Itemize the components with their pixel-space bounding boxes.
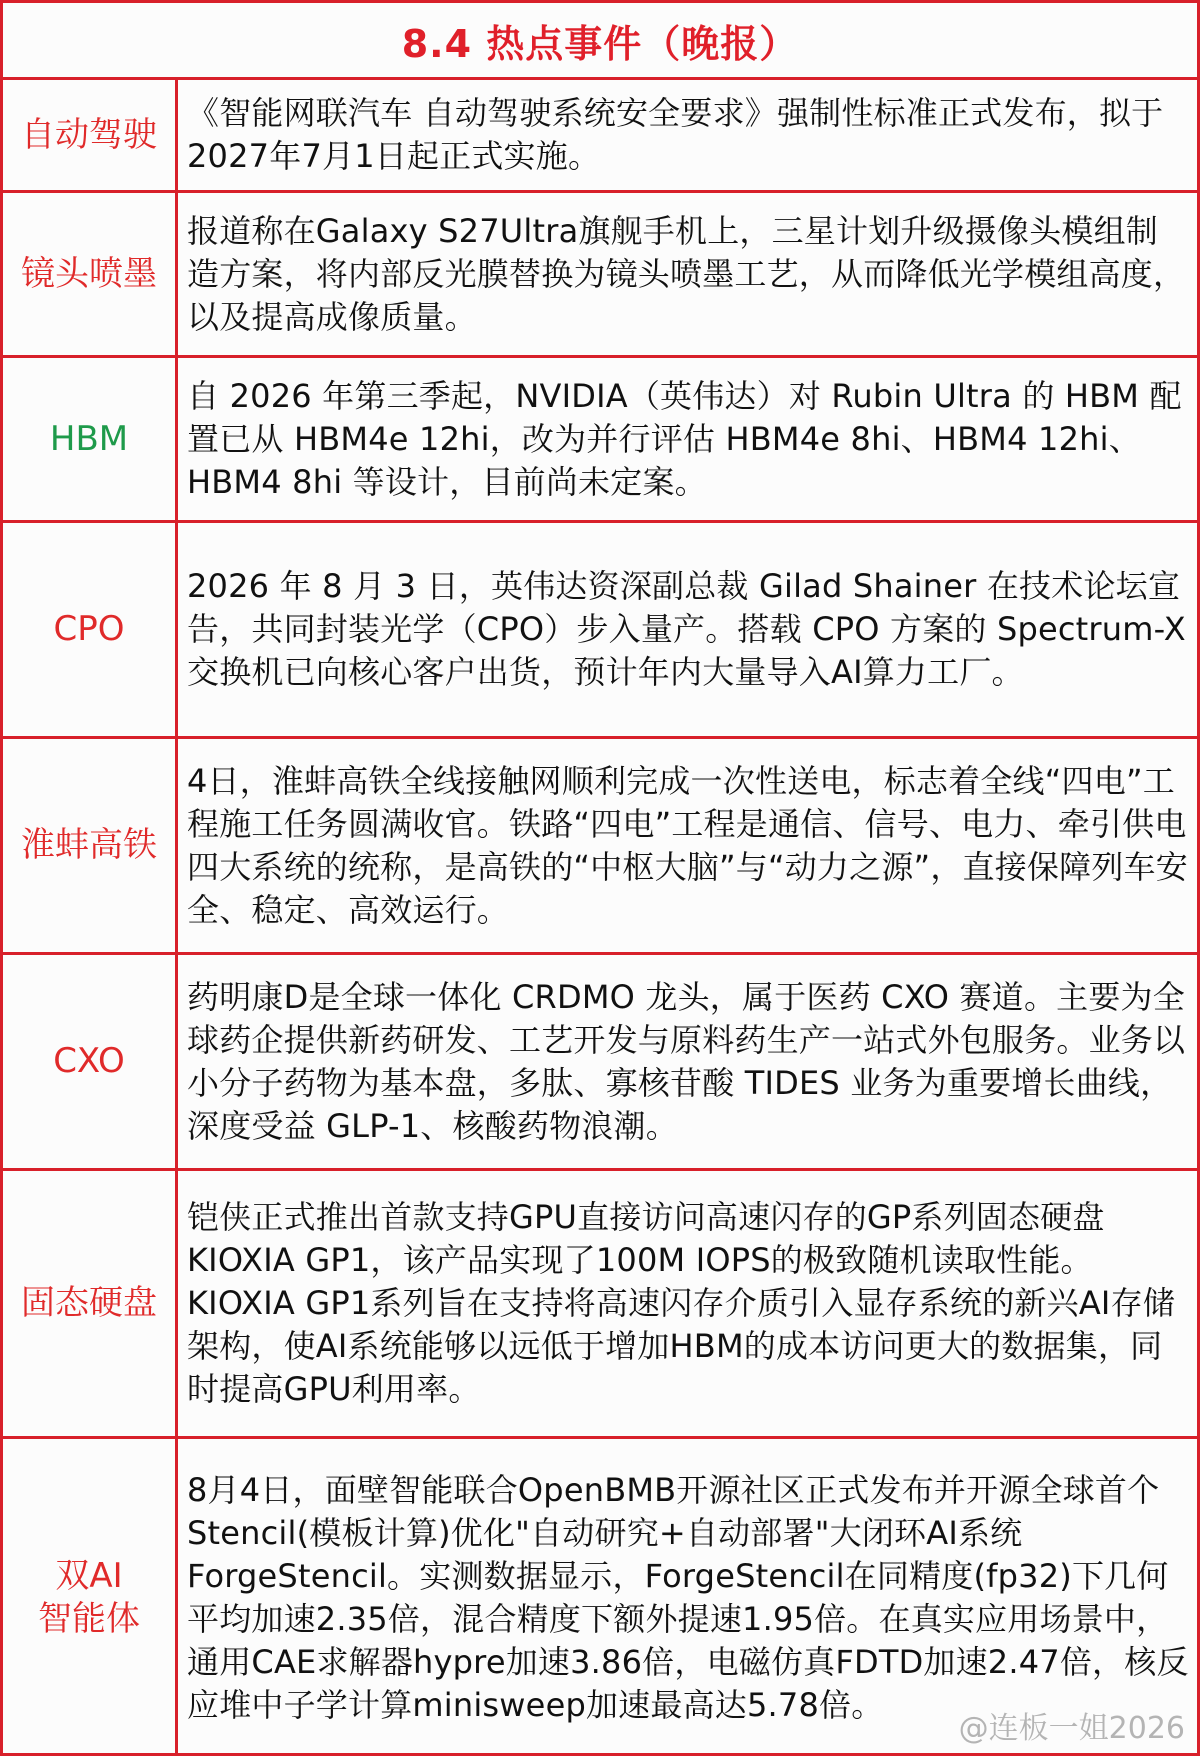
watermark: @连板一姐2026 xyxy=(958,1711,1185,1746)
event-row-cpo xyxy=(3,523,1197,739)
event-description: 《智能网联汽车 自动驾驶系统安全要求》强制性标准正式发布，拟于2027年7月1日起正式实施。 xyxy=(187,94,1164,175)
event-row-ssd xyxy=(3,1171,1197,1439)
event-category-label: HBM xyxy=(3,358,178,520)
event-description: 自 2026 年第三季起，NVIDIA（英伟达）对 Rubin Ultra 的 HBM 配置已从 HBM4e 12hi，改为并行评估 HBM4e 8hi、HBM4 12hi、HBM4 8hi 等设计，目前尚未定案。 xyxy=(187,376,1182,501)
event-category-label: 淮蚌高铁 xyxy=(3,739,178,952)
event-row-hbm xyxy=(3,358,1197,523)
event-description: 2026 年 8 月 3 日，英伟达资深副总裁 Gilad Shainer 在技术论坛宣告，共同封装光学（CPO）步入量产。搭载 CPO 方案的 Spectrum-X 交换机已向核心客户出货，预计年内大量导入AI算力工厂。 xyxy=(187,567,1186,691)
event-description: 报道称在Galaxy S27Ultra旗舰手机上，三星计划升级摄像头模组制造方案，将内部反光膜替换为镜头喷墨工艺，从而降低光学模组高度，以及提高成像质量。 xyxy=(187,211,1186,336)
event-description: 铠侠正式推出首款支持GPU直接访问高速闪存的GP系列固态硬盘KIOXIA GP1，该产品实现了100M IOPS的极致随机读取性能。KIOXIA GP1系列旨在支持将高速闪存介质引入显存系统的新兴AI存储架构，使AI系统能够以远低于增加HBM的成本访问更大的数据集，同时提高GPU利用率。 xyxy=(187,1198,1175,1408)
event-row-autonomous-driving xyxy=(3,80,1197,193)
event-category-label: CPO xyxy=(3,523,178,736)
event-category-label: 自动驾驶 xyxy=(3,80,178,190)
event-category-label: CXO xyxy=(3,955,178,1168)
event-category-label: 镜头喷墨 xyxy=(3,193,178,355)
event-description: 8月4日，面壁智能联合OpenBMB开源社区正式发布并开源全球首个Stencil(模板计算)优化"自动研究+自动部署"大闭环AI系统ForgeStencil。实测数据显示，ForgeStencil在同精度(fp32)下几何平均加速2.35倍，混合精度下额外提速1.95倍。在真实应用场景中，通用CAE求解器hypre加速3.86倍，电磁仿真FDTD加速2.47倍，核反应堆中子学计算minisweep加速最高达5.78倍。 xyxy=(187,1470,1189,1724)
event-category-label: 固态硬盘 xyxy=(3,1171,178,1436)
event-row-lens-inkjet xyxy=(3,193,1197,358)
page-title: 8.4 热点事件（晚报） xyxy=(3,3,1197,80)
event-row-huaibeng-railway xyxy=(3,739,1197,955)
event-description: 药明康D是全球一体化 CRDMO 龙头，属于医药 CXO 赛道。主要为全球药企提供新药研发、工艺开发与原料药生产一站式外包服务。业务以小分子药物为基本盘，多肽、寡核苷酸 TIDES 业务为重要增长曲线，深度受益 GLP-1、核酸药物浪潮。 xyxy=(187,977,1186,1145)
event-row-cxo xyxy=(3,955,1197,1171)
event-category-label: 双AI 智能体 xyxy=(3,1439,178,1756)
event-description: 4日，淮蚌高铁全线接触网顺利完成一次性送电，标志着全线“四电”工程施工任务圆满收官。铁路“四电”工程是通信、信号、电力、牵引供电四大系统的统称，是高铁的“中枢大脑”与“动力之源”，直接保障列车安全、稳定、高效运行。 xyxy=(187,761,1188,929)
